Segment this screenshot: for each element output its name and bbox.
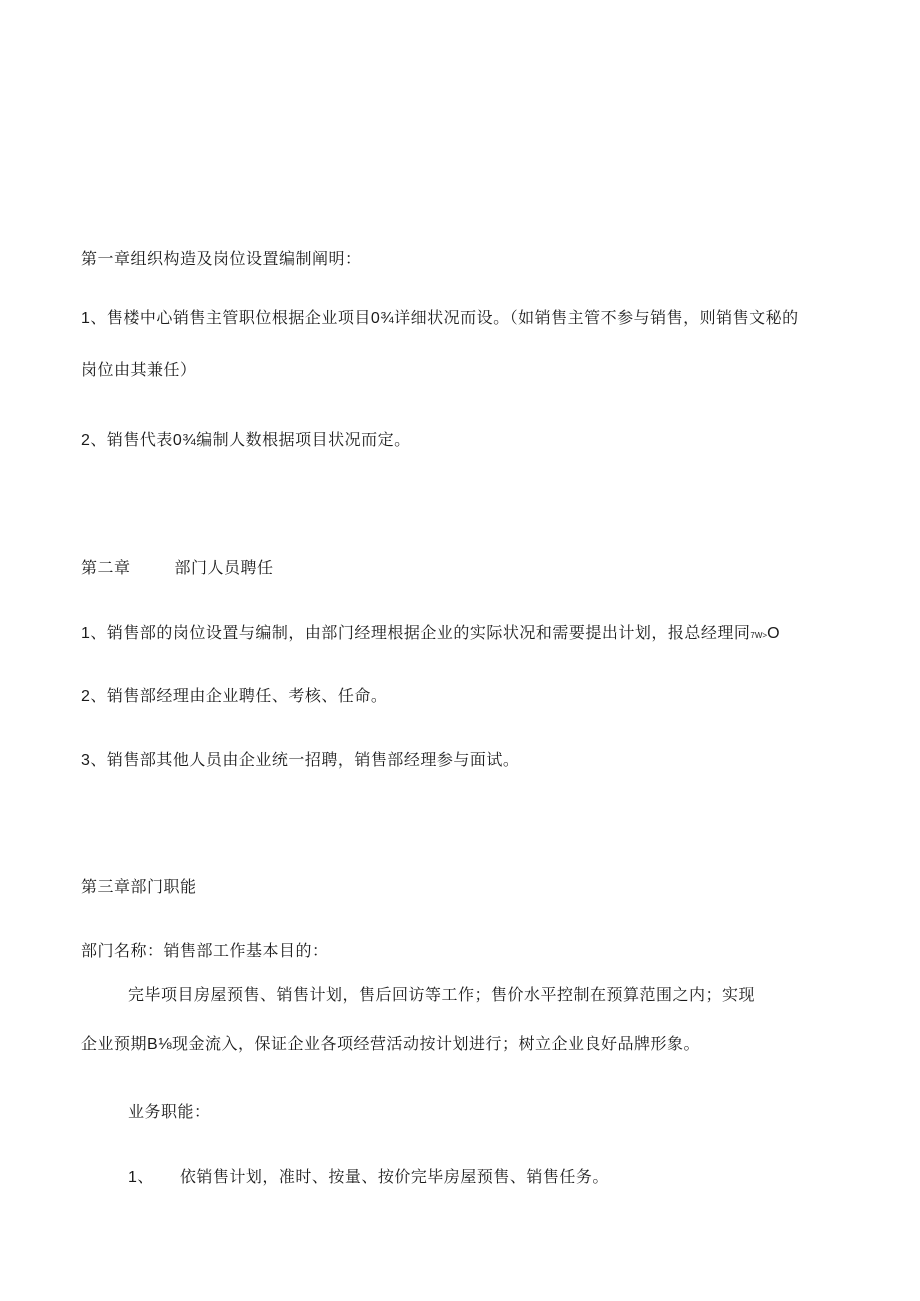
item-text: 编制人数根据项目状况而定。 bbox=[196, 430, 411, 449]
chapter1-item1 bbox=[81, 308, 799, 329]
chapter1-item2 bbox=[81, 430, 411, 451]
item-text: 依销售计划，准时、按量、按价完毕房屋预售、销售任务。 bbox=[179, 1167, 609, 1186]
item-text: 岗位由其兼任） bbox=[81, 360, 197, 379]
chapter3-dept-line bbox=[81, 941, 329, 961]
paragraph-code: B⅛ bbox=[147, 1036, 173, 1053]
item-number: 1、 bbox=[128, 1169, 154, 1186]
item-artifact: 7W> bbox=[750, 631, 768, 640]
item-code: 0¾ bbox=[370, 310, 395, 327]
paragraph-text: 企业预期 bbox=[81, 1034, 148, 1053]
item-end: O bbox=[767, 625, 781, 642]
item-text: 详细状况而设。（如销售主管不参与销售，则销售文秘的 bbox=[394, 308, 799, 327]
item-text: 销售部的岗位设置与编制，由部门经理根据企业的实际状况和需要提出计划，报总经理同 bbox=[106, 623, 751, 642]
chapter1-item1-continuation bbox=[81, 360, 197, 380]
dept-line-text: 部门名称：销售部工作基本目的： bbox=[81, 941, 329, 960]
item-text: 售楼中心销售主管职位根据企业项目 bbox=[106, 308, 371, 327]
item-text: 销售部其他人员由企业统一招聘，销售部经理参与面试。 bbox=[106, 750, 520, 769]
item-number: 2、 bbox=[81, 432, 107, 449]
chapter1-heading bbox=[81, 249, 362, 269]
chapter2-heading bbox=[81, 558, 274, 578]
chapter2-heading-title: 部门人员聘任 bbox=[174, 558, 274, 577]
business-functions-label bbox=[128, 1102, 211, 1122]
chapter2-item2 bbox=[81, 686, 387, 707]
chapter2-item3 bbox=[81, 750, 519, 771]
chapter3-heading-text: 第三章部门职能 bbox=[81, 877, 197, 896]
chapter1-heading-text: 第一章组织构造及岗位设置编制阐明： bbox=[81, 249, 362, 268]
item-number: 1、 bbox=[81, 310, 107, 327]
item-number: 1、 bbox=[81, 625, 107, 642]
chapter2-item1 bbox=[81, 623, 780, 646]
item-text: 销售代表 bbox=[106, 430, 173, 449]
chapter2-heading-num: 第二章 bbox=[81, 558, 131, 577]
paragraph-text: 完毕项目房屋预售、销售计划，售后回访等工作；售价水平控制在预算范围之内；实现 bbox=[128, 985, 756, 1004]
business-function-1 bbox=[128, 1167, 609, 1188]
item-number: 2、 bbox=[81, 688, 107, 705]
business-label-text: 业务职能： bbox=[128, 1102, 211, 1121]
chapter3-heading bbox=[81, 877, 197, 897]
item-number: 3、 bbox=[81, 752, 107, 769]
item-code: 0¾ bbox=[172, 432, 197, 449]
chapter3-paragraph-2 bbox=[81, 1034, 700, 1055]
paragraph-text: 现金流入，保证企业各项经营活动按计划进行；树立企业良好品牌形象。 bbox=[172, 1034, 701, 1053]
item-text: 销售部经理由企业聘任、考核、任命。 bbox=[106, 686, 388, 705]
chapter3-paragraph-1 bbox=[128, 985, 755, 1005]
